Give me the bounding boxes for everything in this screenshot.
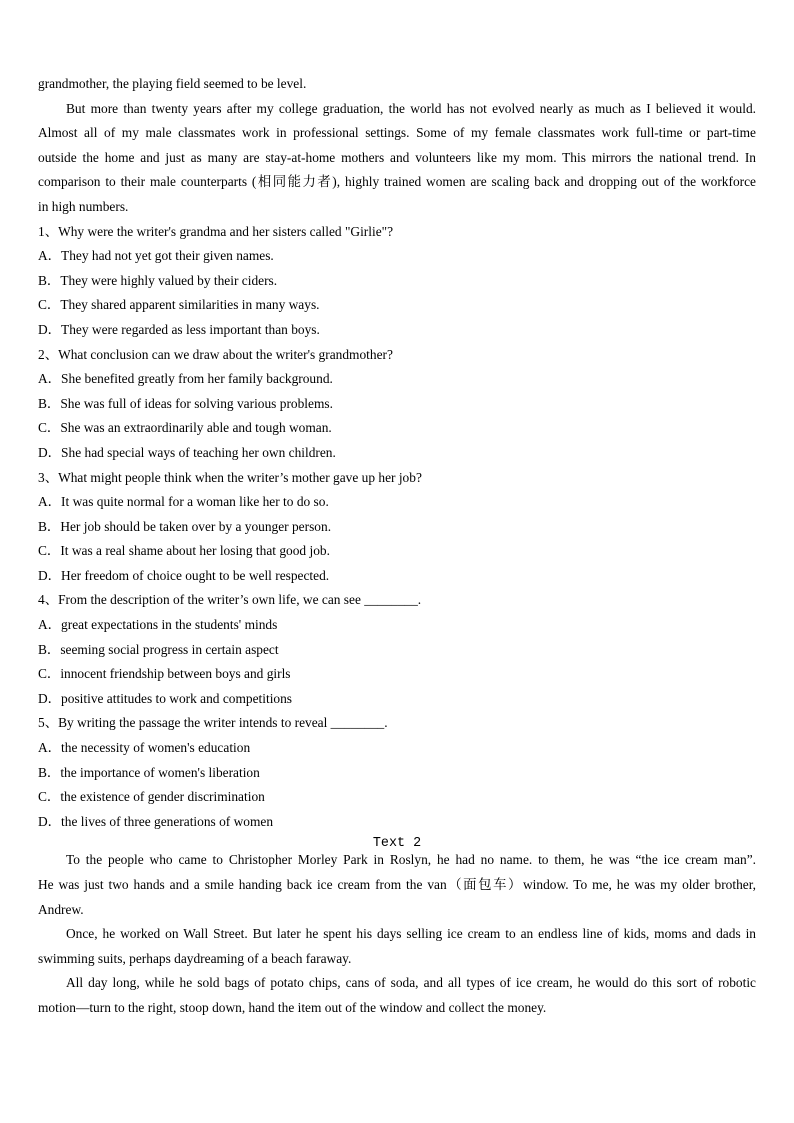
document-page [38, 75, 756, 1024]
paragraph-line: But more than twenty years after my college graduation, the world has not evolved nearly as much as I believed it would. [66, 100, 756, 116]
question-1 [38, 223, 756, 346]
answer-option: A．great expectations in the students' minds [38, 617, 278, 633]
answer-option: D．Her freedom of choice ought to be well respected. [38, 567, 330, 583]
paragraph-line: grandmother, the playing field seemed to be level. [38, 76, 307, 91]
question-5 [38, 714, 756, 837]
answer-option: A．It was quite normal for a woman like her to do so. [38, 494, 329, 510]
question-stem: 4、From the description of the writer’s own life, we can see ________. [38, 592, 422, 608]
answer-option: B．She was full of ideas for solving various problems. [38, 395, 333, 411]
paragraph-line: comparison to their male counterparts (相同能力者), highly trained women are scaling back and dropping out of the workforce [38, 174, 756, 190]
paragraph-line: To the people who came to Christopher Morley Park in Roslyn, he had no name. to them, he was “the ice cream man”. [66, 852, 756, 868]
answer-option: A．She benefited greatly from her family background. [38, 371, 333, 387]
questions [38, 223, 756, 838]
answer-option: C．They shared apparent similarities in many ways. [38, 297, 320, 313]
paragraph-line: outside the home and just as many are stay-at-home mothers and volunteers like my mom. This mirrors the national trend. In [38, 149, 756, 165]
section-heading: Text 2 [372, 836, 422, 852]
text-2 [38, 837, 756, 1023]
paragraph-line: motion—turn to the right, stoop down, hand the item out of the window and collect the money. [38, 999, 547, 1015]
paragraph-line: Almost all of my male classmates work in professional settings. Some of my female classmates work full-time or part-time [38, 125, 756, 141]
answer-option: C．She was an extraordinarily able and tough woman. [38, 420, 332, 436]
answer-option: A．the necessity of women's education [38, 740, 251, 756]
question-stem: 2、What conclusion can we draw about the writer's grandmother? [38, 346, 393, 362]
paragraph-line: Once, he worked on Wall Street. But later he spent his days selling ice cream to an endless line of kids, moms and dads in [66, 926, 756, 942]
answer-option: C．innocent friendship between boys and girls [38, 666, 291, 682]
passage-1 [38, 75, 756, 223]
paragraph-line: swimming suits, perhaps daydreaming of a beach faraway. [38, 950, 352, 966]
answer-option: B．They were highly valued by their ciders. [38, 272, 278, 288]
answer-option: D．She had special ways of teaching her own children. [38, 444, 336, 460]
answer-option: D．positive attitudes to work and competitions [38, 690, 293, 706]
paragraph-line: Andrew. [38, 901, 84, 917]
answer-option: D．They were regarded as less important than boys. [38, 321, 320, 337]
question-stem: 3、What might people think when the writer’s mother gave up her job? [38, 469, 422, 485]
answer-option: B．seeming social progress in certain aspect [38, 641, 279, 657]
answer-option: B．Her job should be taken over by a younger person. [38, 518, 332, 534]
answer-option: C．It was a real shame about her losing that good job. [38, 543, 330, 559]
question-3 [38, 469, 756, 592]
question-stem: 1、Why were the writer's grandma and her sisters called "Girlie"? [38, 223, 394, 239]
answer-option: D．the lives of three generations of women [38, 813, 274, 829]
answer-option: B．the importance of women's liberation [38, 764, 260, 780]
paragraph-line: All day long, while he sold bags of potato chips, cans of soda, and all types of ice cream, he would do this sort of robotic [66, 975, 756, 991]
paragraph-line: in high numbers. [38, 198, 129, 214]
answer-option: C．the existence of gender discrimination [38, 789, 265, 805]
paragraph-line: He was just two hands and a smile handing back ice cream from the van（面包车）window. To me, he was my older brother, [38, 877, 756, 892]
question-stem: 5、By writing the passage the writer intends to reveal ________. [38, 715, 388, 731]
question-4 [38, 591, 756, 714]
question-2 [38, 346, 756, 469]
answer-option: A．They had not yet got their given names. [38, 248, 274, 264]
